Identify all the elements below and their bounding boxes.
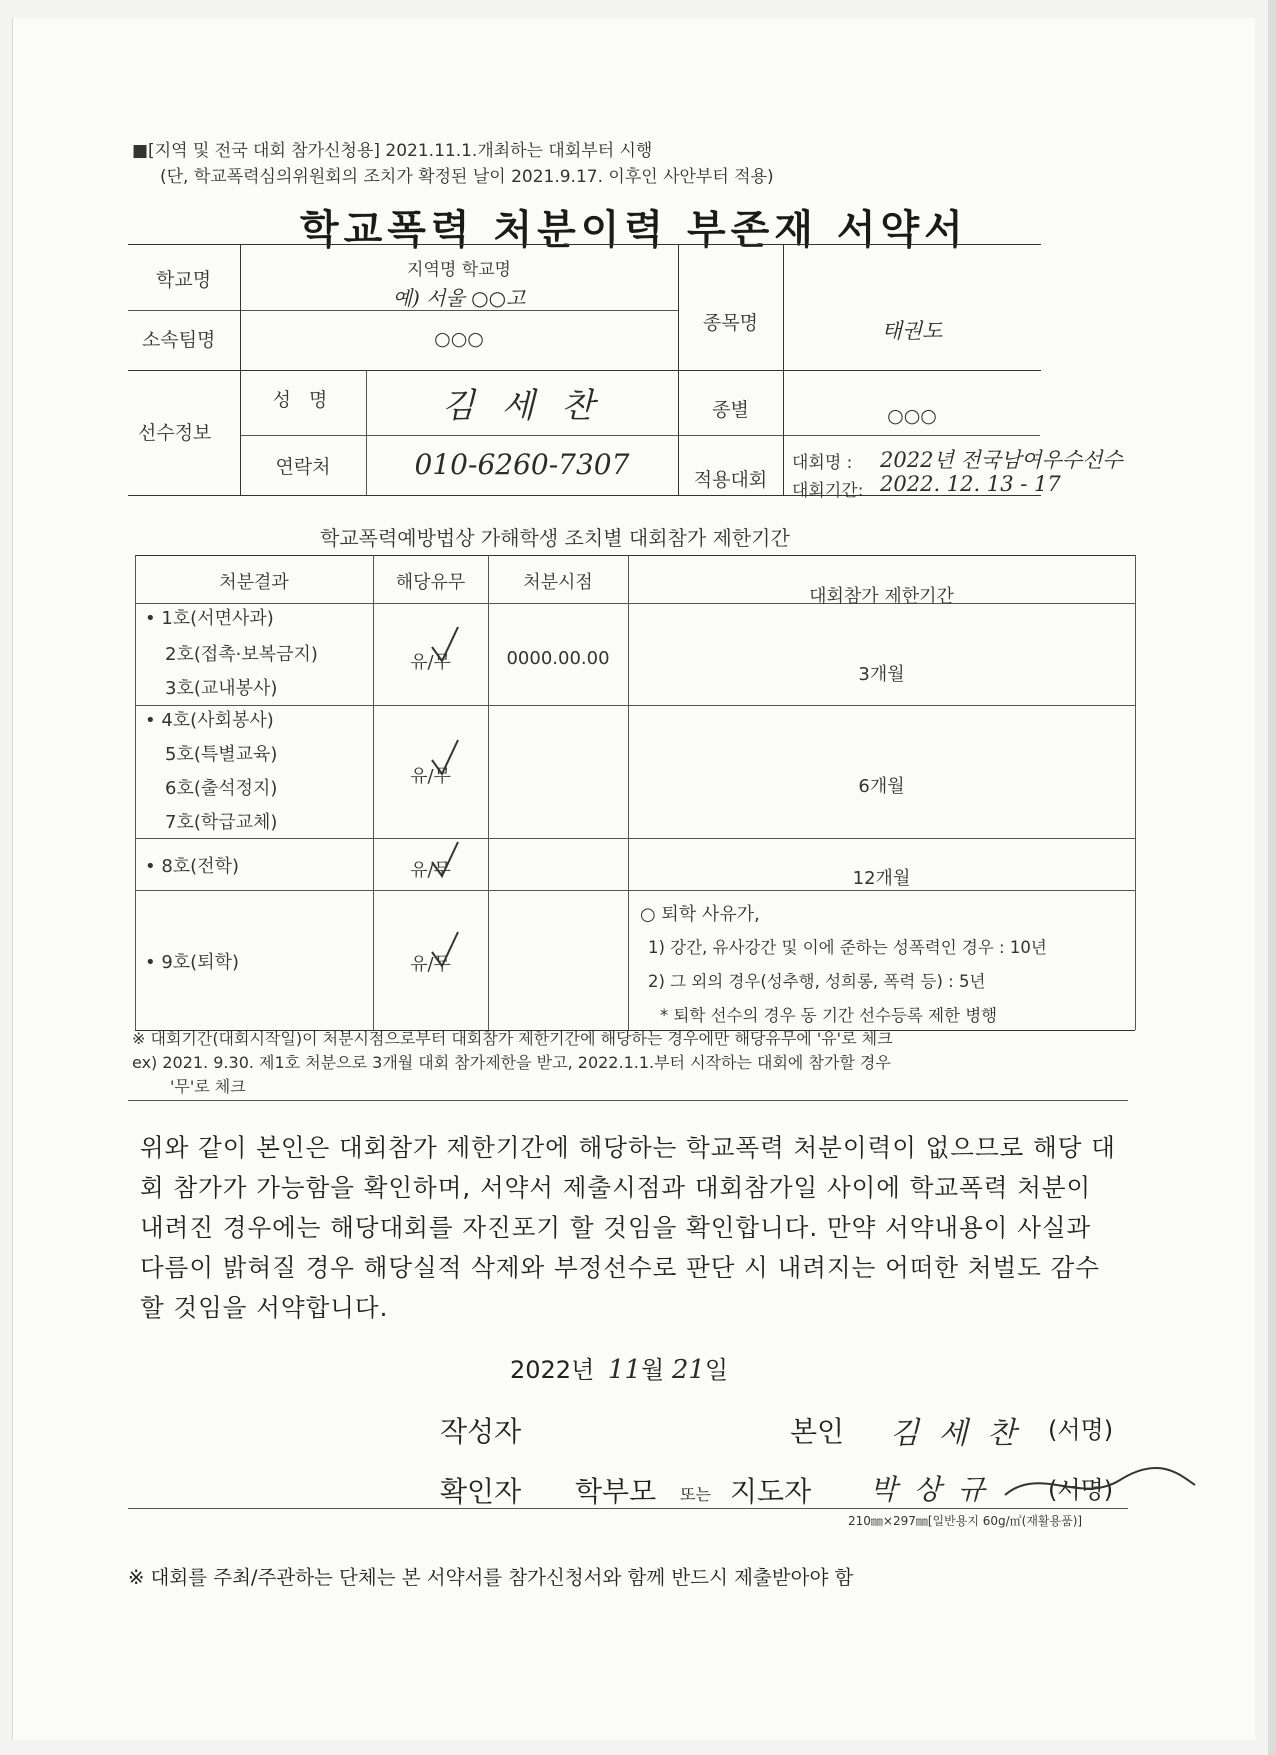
or-label: 또는 bbox=[680, 1485, 711, 1504]
competition-period-value: 2022. 12. 13 - 17 bbox=[880, 472, 1061, 496]
row3-item-1: • 8호(전학) bbox=[145, 856, 239, 877]
restriction-row-divider-2 bbox=[135, 838, 1135, 839]
sport-value: 태권도 bbox=[881, 319, 943, 343]
row4-check-mark bbox=[430, 930, 462, 970]
event-label: 종별 bbox=[712, 399, 749, 421]
info-col-divider-3 bbox=[678, 244, 679, 495]
sport-label: 종목명 bbox=[702, 312, 759, 334]
row2-item-3: 6호(출석정지) bbox=[165, 778, 278, 799]
row4-period-line-3: 2) 그 외의 경우(성추행, 성희롱, 폭력 등) : 5년 bbox=[648, 972, 986, 991]
info-row-divider-3 bbox=[240, 435, 1040, 436]
header-line-2: (단, 학교폭력심의위원회의 조치가 확정된 날이 2021.9.17. 이후인 사안부터 적용) bbox=[160, 167, 774, 187]
col-header-applicable: 해당유무 bbox=[395, 572, 466, 593]
coach-signature-name: 박 상 규 bbox=[870, 1473, 989, 1506]
col-header-restriction-period: 대회참가 제한기간 bbox=[809, 586, 954, 607]
row2-item-1: • 4호(사회봉사) bbox=[145, 710, 274, 731]
row1-check-mark bbox=[430, 625, 462, 665]
header-line-1: ■[지역 및 전국 대회 참가신청용] 2021.11.1.개최하는 대회부터 시행 bbox=[132, 141, 653, 161]
row1-period: 3개월 bbox=[858, 664, 905, 685]
date-year: 2022년 bbox=[510, 1356, 595, 1384]
restriction-caption: 학교폭력예방법상 가해학생 조치별 대회참가 제한기간 bbox=[320, 526, 790, 550]
restriction-col-left bbox=[135, 555, 136, 1030]
footer-note: ※ 대회를 주최/주관하는 단체는 본 서약서를 참가신청서와 함께 반드시 제출받아야 함 bbox=[128, 1566, 854, 1589]
coach-signature-scribble bbox=[1000, 1455, 1200, 1515]
document-title: 학교폭력 처분이력 부존재 서약서 bbox=[300, 207, 968, 253]
row1-date: 0000.00.00 bbox=[506, 648, 610, 669]
restriction-row-divider-1 bbox=[135, 705, 1135, 706]
row1-mark: 유/무 bbox=[410, 652, 451, 673]
date-day-unit: 일 bbox=[704, 1356, 729, 1384]
row1-item-2: 2호(접촉·보복금지) bbox=[165, 644, 318, 665]
row4-period-line-4: * 퇴학 선수의 경우 동 기간 선수등록 제한 병행 bbox=[660, 1006, 998, 1025]
notes-divider bbox=[128, 1100, 1128, 1101]
info-row-divider-2 bbox=[128, 370, 1041, 371]
player-info-label: 선수정보 bbox=[138, 422, 212, 444]
info-col-divider-4 bbox=[783, 244, 784, 495]
restriction-row-divider-3 bbox=[135, 890, 1135, 891]
row1-item-3: 3호(교내봉사) bbox=[165, 678, 278, 699]
paper-edge bbox=[1268, 0, 1276, 1755]
row4-period-line-1: ○ 퇴학 사유가, bbox=[640, 904, 760, 925]
col-header-disposition-date: 처분시점 bbox=[523, 572, 593, 593]
applied-competition-label: 적용대회 bbox=[693, 469, 768, 491]
school-example: 예) 서울 ○○고 bbox=[392, 286, 526, 310]
parent-label: 학부모 bbox=[575, 1475, 657, 1508]
restriction-note-2: ex) 2021. 9.30. 제1호 처분으로 3개월 대회 참가제한을 받고, 2022.1.1.부터 시작하는 대회에 참가할 경우 bbox=[132, 1053, 891, 1072]
writer-label: 작성자 bbox=[440, 1415, 522, 1448]
restriction-col-2 bbox=[488, 555, 489, 1030]
competition-name-value: 2022년 전국남여우수선수 bbox=[880, 448, 1123, 472]
confirmer-label: 확인자 bbox=[440, 1475, 522, 1508]
school-hint: 지역명 학교명 bbox=[407, 260, 511, 280]
restriction-top-border bbox=[135, 555, 1135, 556]
competition-name-label: 대회명 : bbox=[792, 453, 853, 473]
self-signature-name: 김 세 찬 bbox=[890, 1416, 1022, 1451]
competition-period-label: 대회기간: bbox=[792, 481, 864, 501]
pledge-date bbox=[510, 1350, 728, 1385]
school-label: 학교명 bbox=[156, 269, 212, 291]
row4-period-line-2: 1) 강간, 유사강간 및 이에 준하는 성폭력인 경우 : 10년 bbox=[648, 938, 1047, 957]
contact-label: 연락처 bbox=[275, 456, 331, 478]
coach-label: 지도자 bbox=[730, 1475, 812, 1508]
paper-spec: 210㎜×297㎜[일반용지 60g/㎡(재활용품)] bbox=[848, 1514, 1083, 1528]
date-month: 11 bbox=[607, 1355, 641, 1385]
row3-mark: 유/무 bbox=[410, 860, 451, 881]
row2-item-2: 5호(특별교육) bbox=[165, 744, 278, 765]
date-day: 21 bbox=[671, 1355, 705, 1385]
col-header-disposition: 처분결과 bbox=[219, 572, 289, 593]
row2-mark: 유/무 bbox=[410, 766, 451, 787]
row3-check-mark bbox=[430, 840, 462, 880]
name-value: 김 세 찬 bbox=[441, 386, 603, 426]
pledge-text: 위와 같이 본인은 대회참가 제한기간에 해당하는 학교폭력 처분이력이 없으므로 해당 대회 참가가 가능함을 확인하며, 서약서 제출시점과 대회참가일 사이에 학교폭력 처분이 내려진 경우에는 해당대회를 자진포기 할 것임을 확인합니다. 만약 서약내용이 사실과 다름이 밝혀질 경우 해당실적 삭제와 부정선수로 판단 시 내려지는 어떠한 처벌도 감수할 것임을 서약합니다. bbox=[140, 1133, 1116, 1322]
row2-check-mark bbox=[430, 738, 462, 778]
restriction-note-1: ※ 대회기간(대회시작일)이 처분시점으로부터 대회참가 제한기간에 해당하는 경우에만 해당유무에 '유'로 체크 bbox=[132, 1029, 893, 1048]
restriction-note-3: '무'로 체크 bbox=[170, 1077, 246, 1096]
name-label: 성 명 bbox=[272, 389, 334, 411]
info-top-border bbox=[128, 244, 1041, 245]
team-value: ○○○ bbox=[434, 328, 484, 350]
row4-item-1: • 9호(퇴학) bbox=[145, 952, 239, 973]
row4-mark: 유/무 bbox=[410, 954, 451, 975]
coach-sign-label: (서명) bbox=[1048, 1476, 1114, 1504]
signature-divider bbox=[128, 1508, 1128, 1509]
row2-period: 6개월 bbox=[858, 776, 905, 797]
team-label: 소속팀명 bbox=[142, 329, 216, 351]
row3-period: 12개월 bbox=[852, 868, 911, 889]
self-sign-label: (서명) bbox=[1048, 1416, 1114, 1444]
row2-item-4: 7호(학급교체) bbox=[165, 812, 278, 833]
restriction-col-right bbox=[1135, 555, 1136, 1030]
event-value: ○○○ bbox=[887, 405, 937, 427]
date-month-unit: 월 bbox=[641, 1356, 665, 1384]
row1-item-1: • 1호(서면사과) bbox=[145, 608, 274, 629]
contact-value: 010-6260-7307 bbox=[414, 448, 630, 481]
self-label: 본인 bbox=[790, 1415, 845, 1448]
